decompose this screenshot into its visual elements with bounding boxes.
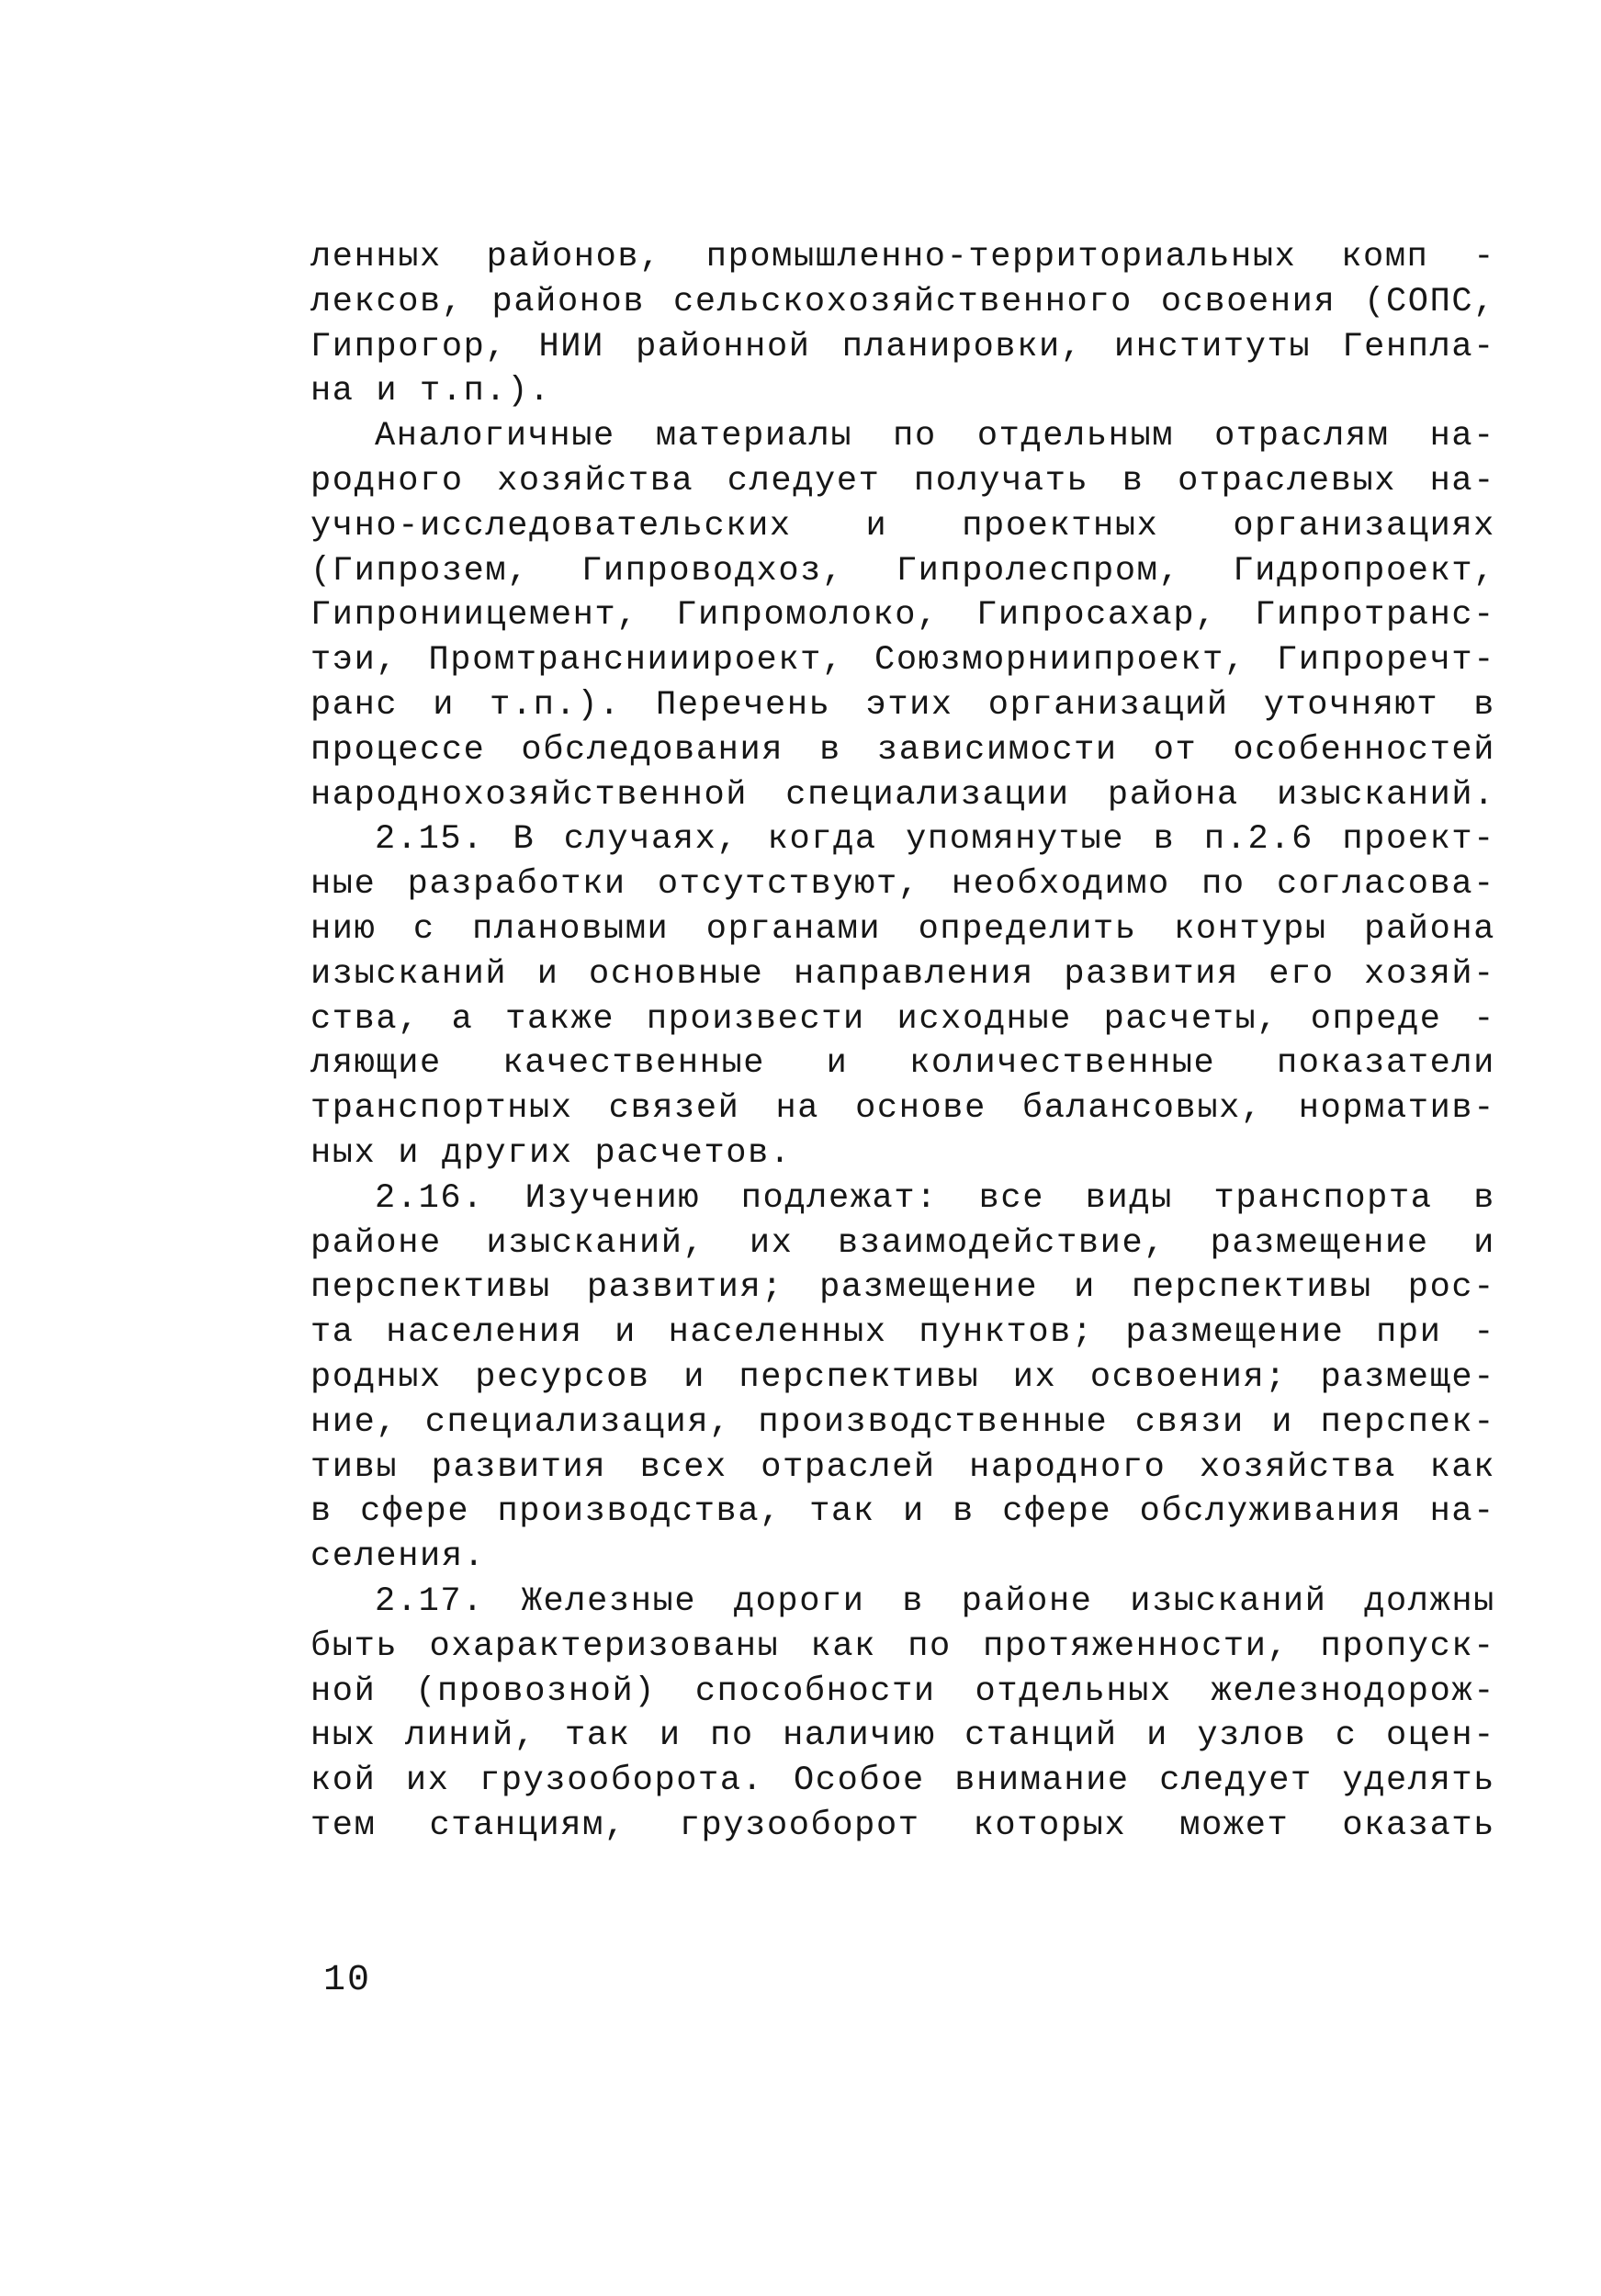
text-line: изысканий и основные направления развития его хозяй- [310,954,1495,994]
paragraph-2-17 [310,1580,1495,1849]
body-text [310,235,1495,1849]
text-line: ных линий, так и по наличию станций и узлов с оцен- [310,1716,1495,1756]
text-line: тэи, Промтранснииироект, Союзморниипроект, Гипроречт- [310,641,1495,681]
text-line: Аналогичные материалы по отдельным отраслям на- [375,417,1495,456]
text-line: ленных районов, промышленно-территориальных комп - [310,238,1495,276]
text-line: ные разработки отсутствуют, необходимо по согласова- [310,865,1495,905]
text-line: та населения и населенных пунктов; размещение при - [310,1313,1495,1353]
text-line: нию с плановыми органами определить контуры района [310,909,1495,949]
text-line: 2.15. В случаях, когда упомянутые в п.2.6 проект- [375,820,1495,860]
text-line: Гипрониицемент, Гипромолоко, Гипросахар, Гипротранс- [310,596,1495,636]
paragraph-2-16 [310,1176,1495,1580]
text-line: тивы развития всех отраслей народного хозяйства как [310,1447,1495,1487]
text-line: тем станциям, грузооборот которых может оказать [310,1806,1495,1845]
text-line: перспективы развития; размещение и перспективы рос- [310,1268,1495,1308]
text-line: ранс и т.п.). Перечень этих организаций уточняют в [310,685,1495,725]
text-line: районе изысканий, их взаимодействие, размещение и [310,1223,1495,1263]
paragraph-2-15 [310,817,1495,1176]
text-line: народнохозяйственной специализации района изысканий. [310,775,1495,815]
text-line: транспортных связей на основе балансовых, норматив- [310,1089,1495,1129]
text-line: родного хозяйства следует получать в отраслевых на- [310,461,1495,501]
text-line: в сфере производства, так и в сфере обслуживания на- [310,1492,1495,1532]
text-line: ляющие качественные и количественные показатели [310,1044,1495,1084]
text-line: ства, а также произвести исходные расчеты, опреде - [310,999,1495,1039]
text-line: родных ресурсов и перспективы их освоения; размеще- [310,1357,1495,1397]
paragraph-analogous-materials [310,414,1495,817]
text-line: кой их грузооборота. Особое внимание следует уделять [310,1761,1495,1801]
text-line: (Гипрозем, Гипроводхоз, Гипролеспром, Гидропроект, [310,551,1495,591]
text-line: лексов, районов сельскохозяйственного освоения (СОПС, [310,282,1495,321]
text-line: ных и других расчетов. [310,1133,792,1173]
text-line: на и т.п.). [310,372,551,411]
text-line: 2.16. Изучению подлежат: все виды транспорта в [375,1178,1495,1218]
text-line: быть охарактеризованы как по протяженности, пропуск- [310,1626,1495,1666]
text-line: селения. [310,1537,486,1577]
text-line: 2.17. Железные дороги в районе изысканий должны [375,1581,1495,1621]
text-line: ние, специализация, производственные связи и перспек- [310,1402,1495,1442]
text-line: процессе обследования в зависимости от особенностей [310,730,1495,770]
text-line: учно-исследовательских и проектных организациях [310,506,1495,546]
page-number: 10 [323,1960,372,2001]
paragraph-continuation [310,235,1495,414]
text-line: ной (провозной) способности отдельных железнодорож- [310,1671,1495,1711]
text-line: Гипрогор, НИИ районной планировки, институты Генпла- [310,327,1495,366]
